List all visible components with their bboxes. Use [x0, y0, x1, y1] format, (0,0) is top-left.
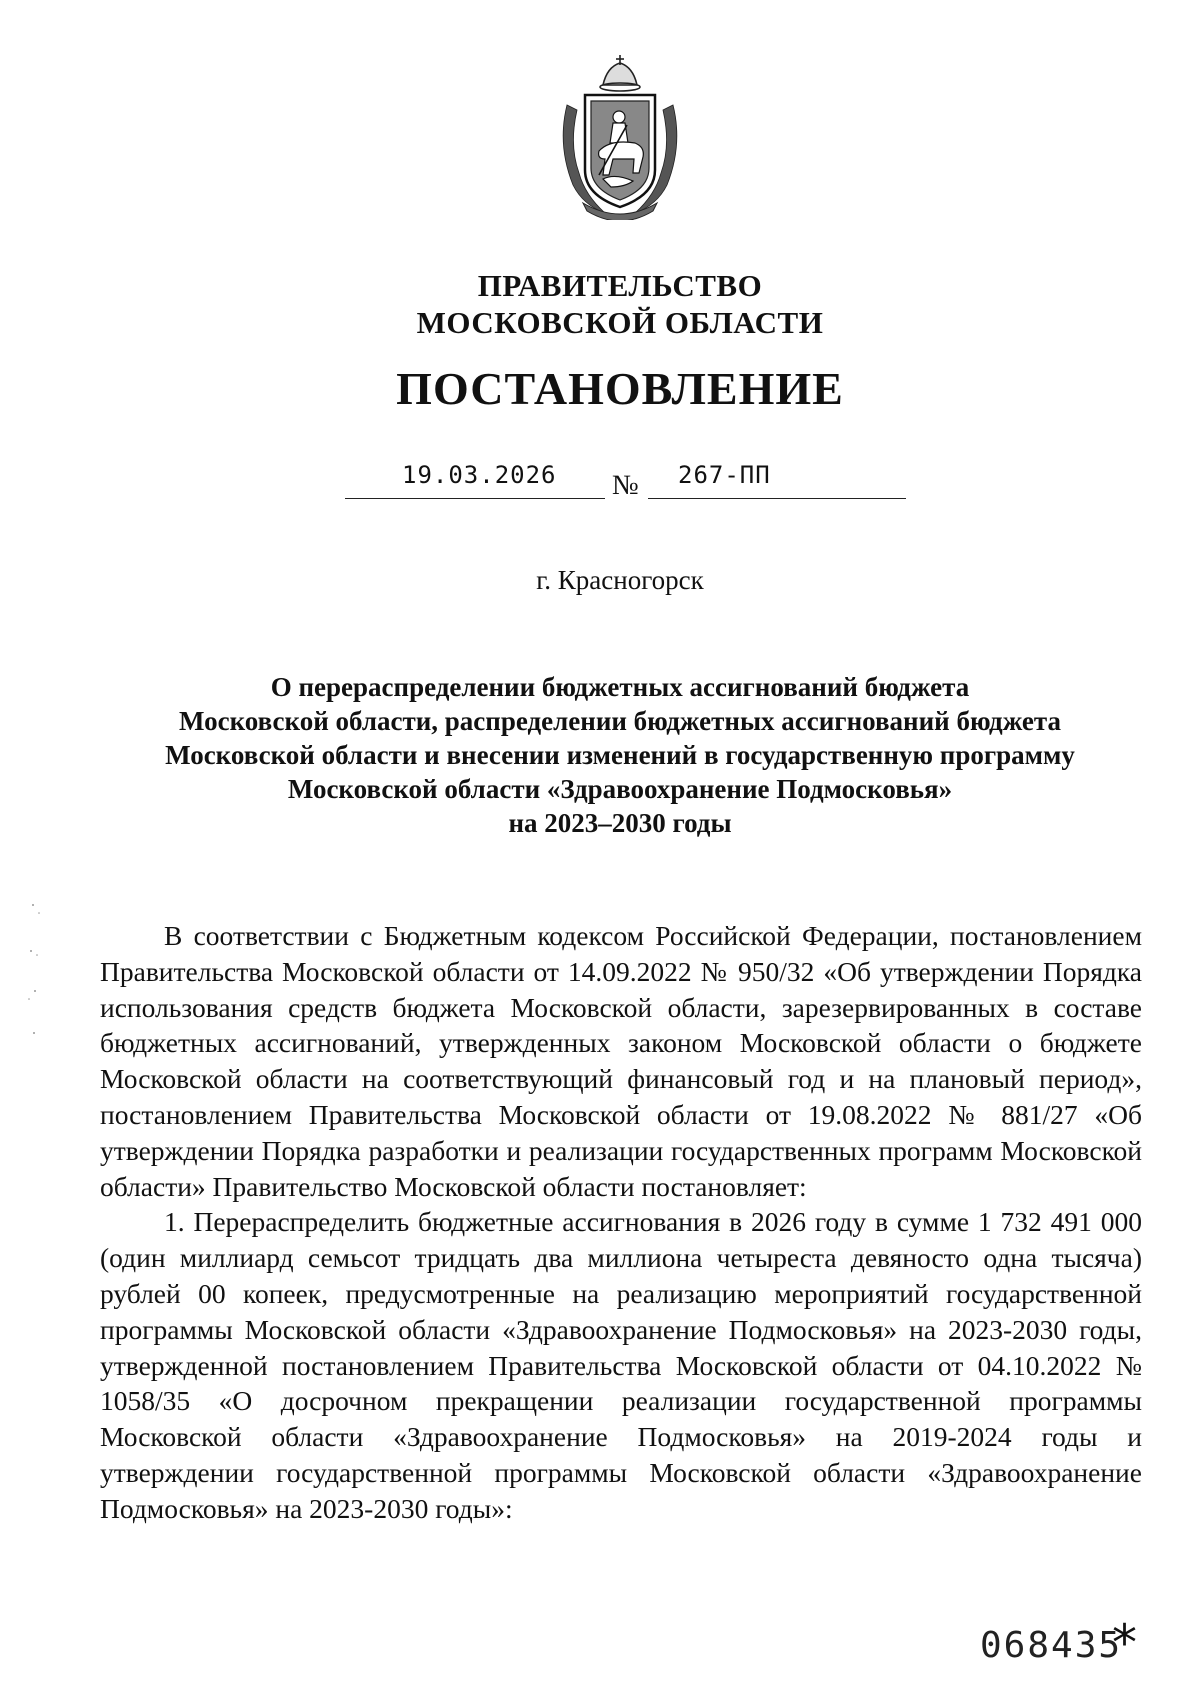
subject-line: на 2023–2030 годы — [508, 808, 732, 838]
document-number: 267-ПП — [678, 461, 771, 489]
form-serial-number: 068435 — [980, 1625, 1123, 1666]
number-sign: № — [612, 470, 639, 501]
subject-line: О перераспределении бюджетных ассигнований бюджета — [270, 672, 970, 702]
scan-margin-dots — [25, 895, 65, 1045]
date-underline — [345, 498, 605, 499]
document-body — [100, 918, 1142, 1527]
star-mark: * — [1112, 1614, 1137, 1672]
document-type-heading: ПОСТАНОВЛЕНИЕ — [396, 363, 844, 414]
subject-line: Московской области «Здравоохранение Подмосковья» — [287, 774, 953, 804]
coat-of-arms-emblem — [555, 55, 685, 220]
preamble-paragraph: В соответствии с Бюджетным кодексом Российской Федерации, постановлением Правительства Московской области от 14.09.2022 № 950/32 «Об утверждении Порядка использования средств бюджета Московской области, зарезервированных в составе бюджетных ассигнований, утвержденных законом Московской области о бюджете Московской области на соответствующий финансовый год и на плановый период», постановлением Правительства Московской области от 19.08.2022 № 881/27 «Об утверждении Порядка разработки и реализации государственных программ Московской области» Правительство Московской области постановляет: — [100, 920, 1142, 1202]
item-1-paragraph: 1. Перераспределить бюджетные ассигнования в 2026 году в сумме 1 732 491 000 (один миллиард семьсот тридцать два миллиона четыреста девяносто одна тысяча) рублей 00 копеек, предусмотренные на реализацию мероприятий государственной программы Московской области «Здравоохранение Подмосковья» на 2023-2030 годы, утвержденной постановлением Правительства Московской области от 04.10.2022 № 1058/35 «О досрочном прекращении реализации государственной программы Московской области «Здравоохранение Подмосковья» на 2019-2024 годы и утверждении государственной программы Московской области «Здравоохранение Подмосковья» на 2023-2030 годы»: — [100, 1206, 1142, 1524]
document-date: 19.03.2026 — [402, 461, 557, 489]
number-underline — [648, 498, 906, 499]
government-title-line1: ПРАВИТЕЛЬСТВО — [477, 268, 763, 303]
subject-line: Московской области, распределении бюджетных ассигнований бюджета — [178, 706, 1062, 736]
subject-line: Московской области и внесении изменений в государственную программу — [165, 740, 1075, 770]
government-title-line2: МОСКОВСКОЙ ОБЛАСТИ — [416, 305, 824, 340]
city-location: г. Красногорск — [536, 565, 704, 595]
document-subject — [100, 670, 1140, 840]
